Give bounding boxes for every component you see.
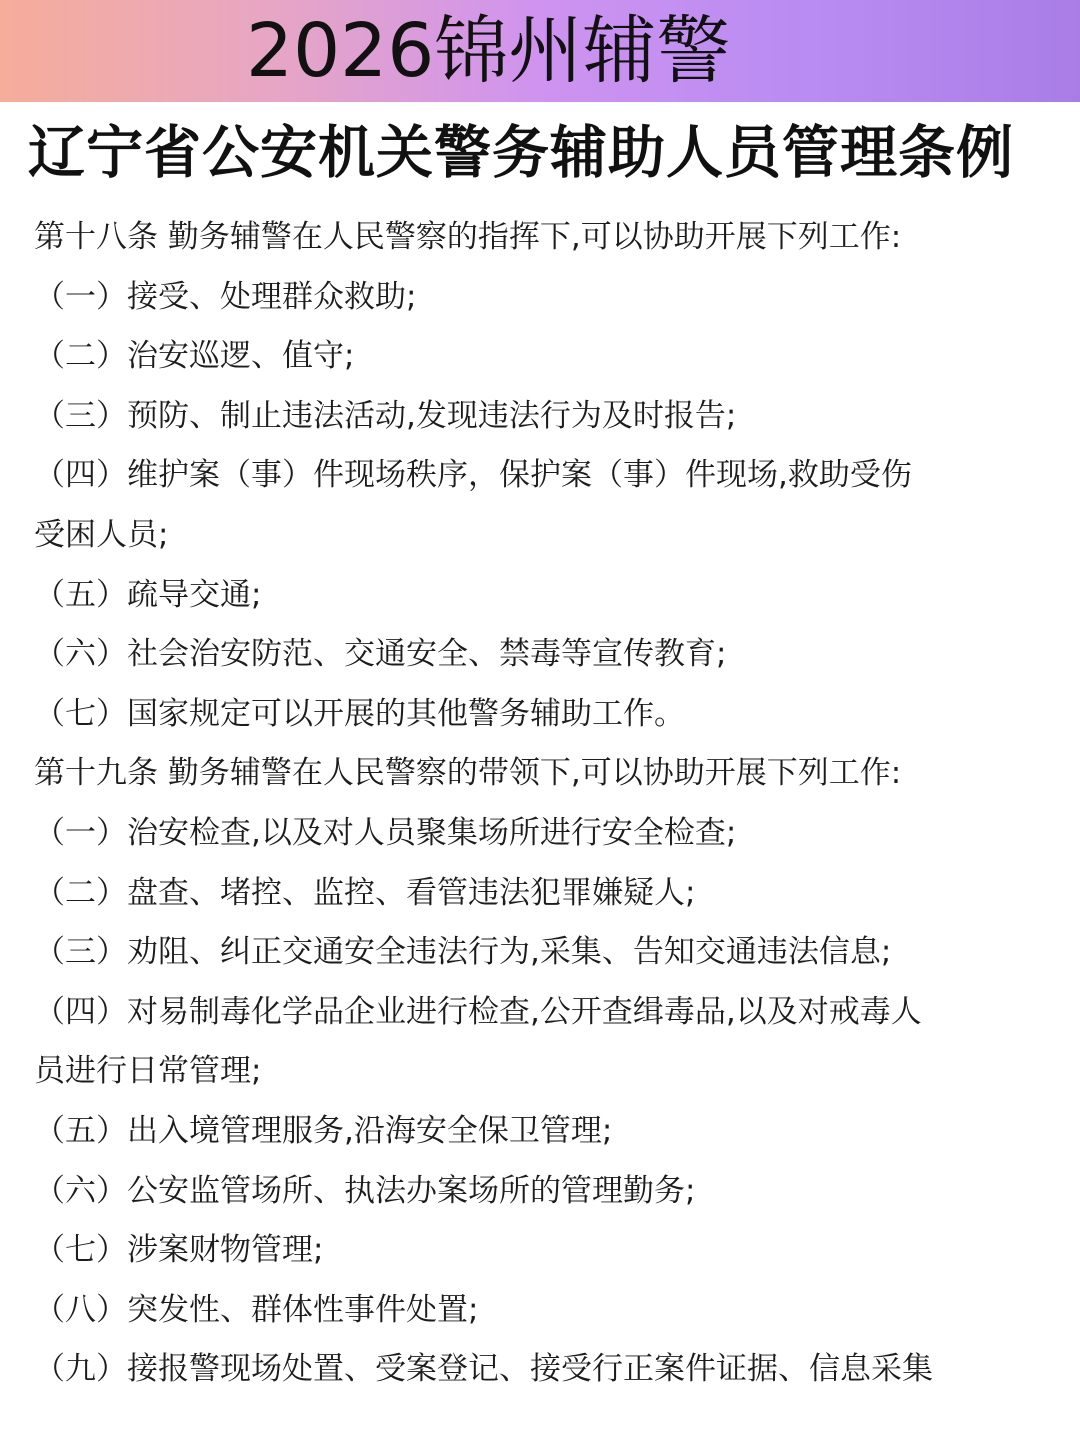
article-19-item-4-continued: 员进行日常管理; xyxy=(34,1053,262,1090)
header-banner xyxy=(0,0,1080,102)
article-18-heading: 第十八条 勤务辅警在人民警察的指挥下,可以协助开展下列工作: xyxy=(34,219,902,255)
article-19-item-5: （五）出入境管理服务,沿海安全保卫管理; xyxy=(34,1112,613,1149)
article-19-item-3: （三）劝阻、纠正交通安全违法行为,采集、告知交通违法信息; xyxy=(34,934,892,971)
banner-title: 2026锦州辅警 xyxy=(246,8,731,94)
document-title: 辽宁省公安机关警务辅助人员管理条例 xyxy=(28,120,1014,186)
article-19-item-4: （四）对易制毒化学品企业进行检查,公开查缉毒品,以及对戒毒人 xyxy=(34,993,922,1030)
article-19-item-9: （九）接报警现场处置、受案登记、接受行正案件证据、信息采集 xyxy=(34,1351,933,1388)
article-19-item-1: （一）治安检查,以及对人员聚集场所进行安全检查; xyxy=(34,814,737,851)
article-19-heading: 第十九条 勤务辅警在人民警察的带领下,可以协助开展下列工作: xyxy=(34,755,902,792)
article-19-item-7: （七）涉案财物管理; xyxy=(34,1232,324,1269)
article-19-item-8: （八）突发性、群体性事件处置; xyxy=(34,1291,479,1328)
article-19-item-2: （二）盘查、堵控、监控、看管违法犯罪嫌疑人; xyxy=(34,874,696,911)
article-18-item-1: （一）接受、处理群众救助; xyxy=(34,278,417,315)
article-18-item-7: （七）国家规定可以开展的其他警务辅助工作。 xyxy=(34,695,685,732)
article-18-item-2: （二）治安巡逻、值守; xyxy=(34,338,355,375)
article-18-item-3: （三）预防、制止违法活动,发现违法行为及时报告; xyxy=(34,397,737,434)
article-18-item-6: （六）社会治安防范、交通安全、禁毒等宣传教育; xyxy=(34,636,727,673)
article-18-item-4-continued: 受困人员; xyxy=(34,516,169,553)
document-body xyxy=(34,208,1054,1400)
article-19-item-6: （六）公安监管场所、执法办案场所的管理勤务; xyxy=(34,1172,696,1209)
article-18-item-5: （五）疏导交通; xyxy=(34,576,262,613)
article-18-item-4: （四）维护案（事）件现场秩序，保护案（事）件现场,救助受伤 xyxy=(34,457,912,494)
